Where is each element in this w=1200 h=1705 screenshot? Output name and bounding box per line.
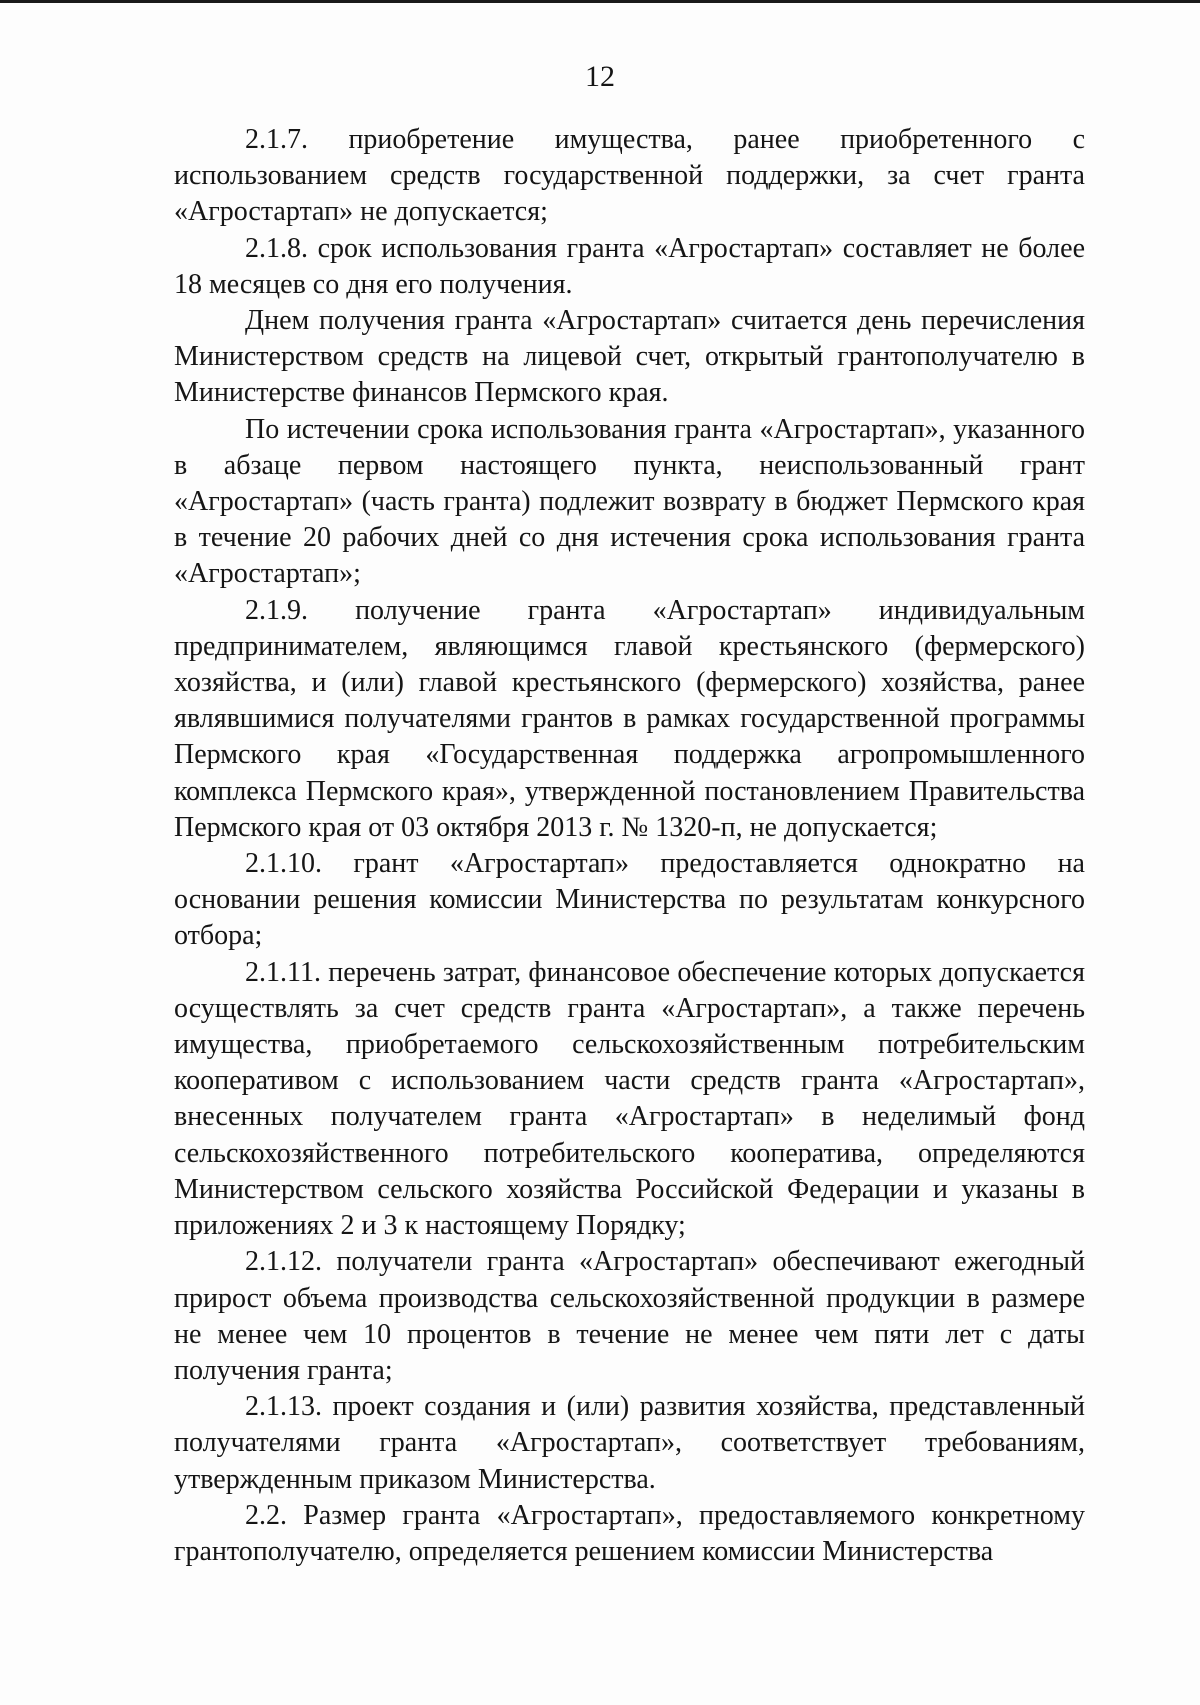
paragraph-grant-receipt-day: Днем получения гранта «Агростартап» считается день перечисления Министерством средств на лицевой счет, открытый грантополучателю в Министерстве финансов Пермского края. [174, 305, 1085, 409]
paragraph-2-1-12: 2.1.12. получатели гранта «Агростартап» обеспечивают ежегодный прирост объема производства сельскохозяйственной продукции в размере не менее чем 10 процентов в течение не менее чем пяти лет с даты получения гранта; [174, 1246, 1085, 1386]
paragraph-grant-return: По истечении срока использования гранта «Агростартап», указанного в абзаце первом настоящего пункта, неиспользованный грант «Агростартап» (часть гранта) подлежит возврату в бюджет Пермского края в течение 20 рабочих дней со дня истечения срока использования гранта «Агростартап»; [174, 413, 1085, 590]
document-body [174, 122, 1085, 1570]
paragraph-2-1-7: 2.1.7. приобретение имущества, ранее приобретенного с использованием средств государственной поддержки, за счет гранта «Агростартап» не допускается; [174, 124, 1085, 228]
paragraph-2-1-10: 2.1.10. грант «Агростартап» предоставляется однократно на основании решения комиссии Министерства по результатам конкурсного отбора; [174, 848, 1085, 952]
paragraph-2-1-11: 2.1.11. перечень затрат, финансовое обеспечение которых допускается осуществлять за счет средств гранта «Агростартап», а также перечень имущества, приобретаемого сельскохозяйственным потребительским кооперативом с использованием части средств гранта «Агростартап», внесенных получателем гранта «Агростартап» в неделимый фонд сельскохозяйственного потребительского кооператива, определяются Министерством сельского хозяйства Российской Федерации и указаны в приложениях 2 и 3 к настоящему Порядку; [174, 956, 1085, 1242]
paragraph-2-1-13: 2.1.13. проект создания и (или) развития хозяйства, представленный получателями гранта «Агростартап», соответствует требованиям, утвержденным приказом Министерства. [174, 1391, 1085, 1495]
paragraph-2-2: 2.2. Размер гранта «Агростартап», предоставляемого конкретному грантополучателю, определяется решением комиссии Министерства [174, 1499, 1085, 1567]
paragraph-2-1-8: 2.1.8. срок использования гранта «Агростартап» составляет не более 18 месяцев со дня его получения. [174, 232, 1085, 300]
paragraph-2-1-9: 2.1.9. получение гранта «Агростартап» индивидуальным предпринимателем, являющимся главой крестьянского (фермерского) хозяйства, и (или) главой крестьянского (фермерского) хозяйства, ранее являвшимися получателями грантов в рамках государственной программы Пермского края «Государственная поддержка агропромышленного комплекса Пермского края», утвержденной постановлением Правительства Пермского края от 03 октября 2013 г. № 1320-п, не допускается; [174, 594, 1085, 843]
page-top-edge [0, 0, 1200, 3]
page-number: 12 [585, 60, 615, 93]
